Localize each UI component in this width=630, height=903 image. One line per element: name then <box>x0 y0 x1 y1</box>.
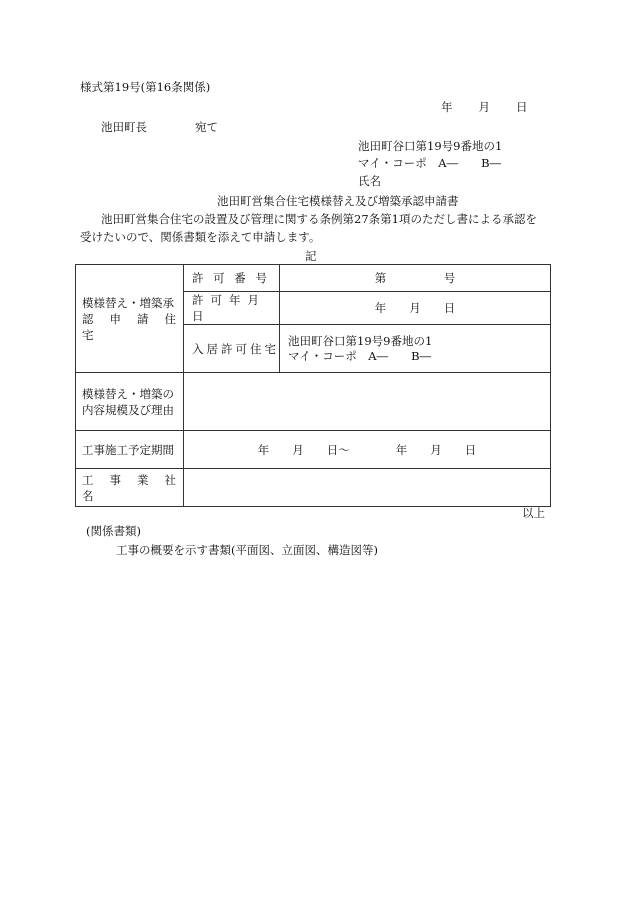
document-title: 池田町営集合住宅模様替え及び増築承認申請書 <box>217 194 459 208</box>
permitted-residence-label: 入居許可住宅 <box>184 325 280 373</box>
period-label: 工事施工予定期間 <box>76 431 184 469</box>
date-line: 年 月 日 <box>441 100 529 114</box>
related-item: 工事の概要を示す書類(平面図、立面図、構造図等) <box>116 543 378 557</box>
permit-date-value: 年 月 日 <box>280 292 551 325</box>
applicant-name-label: 氏名 <box>358 174 381 188</box>
residence-label-cell <box>76 265 184 373</box>
body-line-1: 池田町営集合住宅の設置及び管理に関する条例第27条第1項のただし書による承認を <box>101 212 537 226</box>
body-line-2: 受けたいので、関係書類を添えて申請します。 <box>80 230 321 244</box>
permit-number-value: 第 号 <box>280 265 551 292</box>
application-table <box>75 264 551 507</box>
related-heading: (関係書類) <box>86 524 141 538</box>
permitted-residence-line-1: 池田町谷口第19号9番地の1 <box>288 333 433 348</box>
applicant-address: 池田町谷口第19号9番地の1 <box>358 139 503 153</box>
applicant-building: マイ・コーポ A― B― <box>358 156 502 170</box>
permit-number-label: 許 可 番 号 <box>184 265 280 292</box>
addressee-suffix: 宛て <box>195 120 218 134</box>
residence-label-line-1: 模様替え・増築承 <box>82 295 174 310</box>
content-value <box>184 373 551 431</box>
permitted-residence-line-2: マイ・コーポ A― B― <box>288 348 432 363</box>
ijou-mark: 以上 <box>522 506 545 520</box>
company-value <box>184 469 551 507</box>
period-value: 年 月 日～ 年 月 日 <box>184 431 551 469</box>
ki-mark: 記 <box>305 249 317 263</box>
addressee-name: 池田町長 <box>101 120 147 134</box>
content-label-line-1: 模様替え・増築の <box>82 386 174 401</box>
content-label-line-2: 内容規模及び理由 <box>82 402 174 417</box>
company-label: 工 事 業 社 名 <box>76 469 184 507</box>
residence-label-line-2: 認 申 請 住 宅 <box>82 311 179 342</box>
permitted-residence-value <box>280 325 551 373</box>
permit-date-label: 許可年月日 <box>184 292 280 325</box>
content-label-cell <box>76 373 184 431</box>
form-number: 様式第19号(第16条関係) <box>80 80 211 94</box>
